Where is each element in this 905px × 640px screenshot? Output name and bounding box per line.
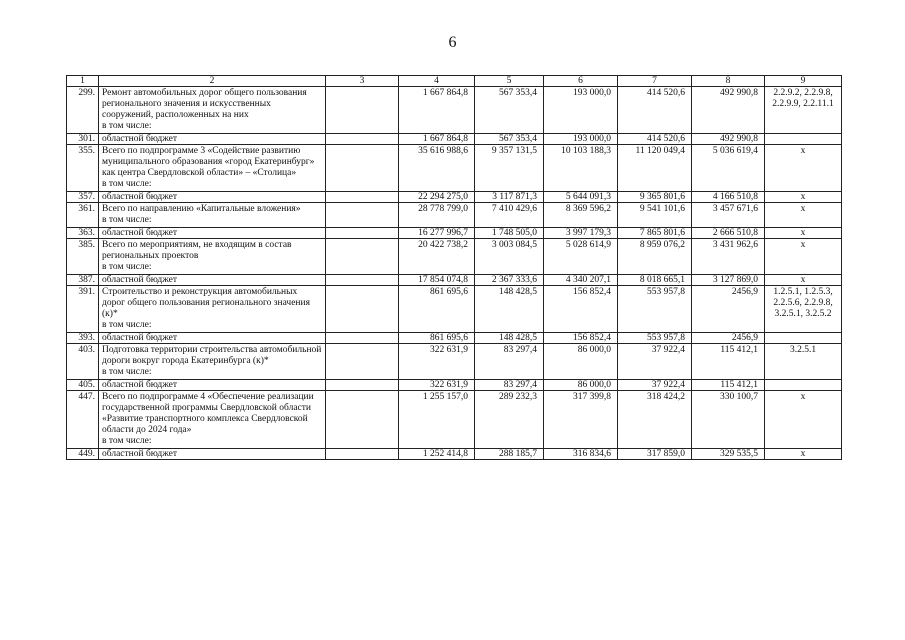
value-cell: 492 990,8 <box>692 134 765 145</box>
table-row <box>67 145 842 192</box>
row-name-cell <box>99 380 326 391</box>
value-cell: 288 185,7 <box>475 449 544 460</box>
row-name-cell <box>99 145 326 192</box>
value-cell: 7 410 429,6 <box>475 203 544 228</box>
row-name: областной бюджет <box>102 192 178 202</box>
target-code-cell: x <box>765 391 842 449</box>
table-row <box>67 333 842 344</box>
value-cell: 83 297,4 <box>475 380 544 391</box>
budget-table <box>66 75 842 460</box>
value-cell: 3 997 179,3 <box>544 228 618 239</box>
row-name: областной бюджет <box>102 449 178 459</box>
row-number-cell: 301. <box>67 134 99 145</box>
value-cell: 322 631,9 <box>399 344 475 380</box>
col3-cell <box>326 449 399 460</box>
table-row <box>67 87 842 134</box>
row-name: Всего по направлению «Капитальные вложения» <box>102 204 301 214</box>
value-cell: 9 365 801,6 <box>618 192 692 203</box>
header-cell: 7 <box>618 76 692 87</box>
value-cell: 5 036 619,4 <box>692 145 765 192</box>
value-cell: 2456,9 <box>692 333 765 344</box>
col3-cell <box>326 203 399 228</box>
value-cell: 1 255 157,0 <box>399 391 475 449</box>
table-row <box>67 203 842 228</box>
col3-cell <box>326 391 399 449</box>
row-number-cell: 387. <box>67 275 99 286</box>
row-name: областной бюджет <box>102 275 178 285</box>
value-cell: 1 252 414,8 <box>399 449 475 460</box>
header-cell: 6 <box>544 76 618 87</box>
row-name-cell <box>99 192 326 203</box>
header-cell: 8 <box>692 76 765 87</box>
row-number-cell: 393. <box>67 333 99 344</box>
target-code-cell: x <box>765 228 842 239</box>
row-name-cell <box>99 333 326 344</box>
row-name-cell <box>99 239 326 275</box>
table-row <box>67 449 842 460</box>
value-cell: 11 120 049,4 <box>618 145 692 192</box>
table-row <box>67 391 842 449</box>
value-cell: 17 854 074,8 <box>399 275 475 286</box>
table-row <box>67 344 842 380</box>
value-cell: 148 428,5 <box>475 286 544 333</box>
row-name: Всего по подпрограмме 3 «Содействие развитию муниципального образования «город Екатеринбург» как центра Свердловской области» – «Столица» <box>102 146 315 178</box>
row-sublabel: в том числе: <box>102 215 152 225</box>
table-row <box>67 228 842 239</box>
table-row <box>67 192 842 203</box>
table-row <box>67 275 842 286</box>
value-cell: 861 695,6 <box>399 286 475 333</box>
col3-cell <box>326 228 399 239</box>
row-name-cell <box>99 87 326 134</box>
row-name-cell <box>99 134 326 145</box>
col3-cell <box>326 286 399 333</box>
value-cell: 8 959 076,2 <box>618 239 692 275</box>
col3-cell <box>326 380 399 391</box>
row-name: областной бюджет <box>102 380 178 390</box>
row-name: Ремонт автомобильных дорог общего пользования регионального значения и искусственных сооружений, расположенных на них <box>102 88 307 120</box>
value-cell: 156 852,4 <box>544 286 618 333</box>
header-cell: 2 <box>99 76 326 87</box>
col3-cell <box>326 344 399 380</box>
target-code-cell: 3.2.5.1 <box>765 344 842 380</box>
value-cell: 9 541 101,6 <box>618 203 692 228</box>
value-cell: 86 000,0 <box>544 380 618 391</box>
target-code-cell: x <box>765 239 842 275</box>
header-cell: 5 <box>475 76 544 87</box>
row-name-cell <box>99 344 326 380</box>
value-cell: 193 000,0 <box>544 134 618 145</box>
row-name-cell <box>99 449 326 460</box>
row-name: Строительство и реконструкция автомобильных дорог общего пользования регионального значения (к)* <box>102 287 310 319</box>
row-number-cell: 449. <box>67 449 99 460</box>
value-cell: 5 028 614,9 <box>544 239 618 275</box>
value-cell: 37 922,4 <box>618 344 692 380</box>
target-code-cell <box>765 380 842 391</box>
row-number-cell: 403. <box>67 344 99 380</box>
target-code-cell: x <box>765 449 842 460</box>
row-name: областной бюджет <box>102 333 178 343</box>
header-cell: 9 <box>765 76 842 87</box>
col3-cell <box>326 134 399 145</box>
value-cell: 861 695,6 <box>399 333 475 344</box>
row-name-cell <box>99 275 326 286</box>
value-cell: 86 000,0 <box>544 344 618 380</box>
value-cell: 330 100,7 <box>692 391 765 449</box>
value-cell: 1 748 505,0 <box>475 228 544 239</box>
value-cell: 4 340 207,1 <box>544 275 618 286</box>
row-number-cell: 385. <box>67 239 99 275</box>
row-number-cell: 361. <box>67 203 99 228</box>
row-number-cell: 363. <box>67 228 99 239</box>
row-number-cell: 391. <box>67 286 99 333</box>
target-code-cell <box>765 333 842 344</box>
value-cell: 3 003 084,5 <box>475 239 544 275</box>
value-cell: 317 399,8 <box>544 391 618 449</box>
col3-cell <box>326 145 399 192</box>
target-code-cell <box>765 134 842 145</box>
value-cell: 3 431 962,6 <box>692 239 765 275</box>
row-number-cell: 447. <box>67 391 99 449</box>
col3-cell <box>326 192 399 203</box>
value-cell: 3 457 671,6 <box>692 203 765 228</box>
value-cell: 28 778 799,0 <box>399 203 475 228</box>
row-name: Всего по подпрограмме 4 «Обеспечение реализации государственной программы Свердловской области «Развитие транспортного комплекса Свердловской области до 2024 года» <box>102 392 314 435</box>
value-cell: 1 667 864,8 <box>399 134 475 145</box>
row-name-cell <box>99 228 326 239</box>
row-number-cell: 405. <box>67 380 99 391</box>
value-cell: 83 297,4 <box>475 344 544 380</box>
value-cell: 414 520,6 <box>618 87 692 134</box>
value-cell: 115 412,1 <box>692 344 765 380</box>
target-code-cell: 2.2.9.2, 2.2.9.8, 2.2.9.9, 2.2.11.1 <box>765 87 842 134</box>
value-cell: 2456,9 <box>692 286 765 333</box>
value-cell: 4 166 510,8 <box>692 192 765 203</box>
row-number-cell: 355. <box>67 145 99 192</box>
value-cell: 3 117 871,3 <box>475 192 544 203</box>
value-cell: 567 353,4 <box>475 87 544 134</box>
row-number-cell: 299. <box>67 87 99 134</box>
row-sublabel: в том числе: <box>102 121 152 131</box>
value-cell: 148 428,5 <box>475 333 544 344</box>
table-row <box>67 286 842 333</box>
value-cell: 322 631,9 <box>399 380 475 391</box>
col3-cell <box>326 275 399 286</box>
row-name: областной бюджет <box>102 134 178 144</box>
row-name-cell <box>99 391 326 449</box>
row-sublabel: в том числе: <box>102 262 152 272</box>
target-code-cell: 1.2.5.1, 1.2.5.3, 2.2.5.6, 2.2.9.8, 3.2.5.1, 3.2.5.2 <box>765 286 842 333</box>
col3-cell <box>326 239 399 275</box>
value-cell: 193 000,0 <box>544 87 618 134</box>
value-cell: 37 922,4 <box>618 380 692 391</box>
value-cell: 9 357 131,5 <box>475 145 544 192</box>
value-cell: 492 990,8 <box>692 87 765 134</box>
header-cell: 4 <box>399 76 475 87</box>
value-cell: 317 859,0 <box>618 449 692 460</box>
table-row <box>67 380 842 391</box>
value-cell: 16 277 996,7 <box>399 228 475 239</box>
row-name: Всего по мероприятиям, не входящим в состав региональных проектов <box>102 240 292 261</box>
row-name: Подготовка территории строительства автомобильной дороги вокруг города Екатеринбурга (к)* <box>102 345 322 366</box>
value-cell: 553 957,8 <box>618 286 692 333</box>
value-cell: 115 412,1 <box>692 380 765 391</box>
row-sublabel: в том числе: <box>102 367 152 377</box>
table-header-row <box>67 76 842 87</box>
value-cell: 10 103 188,3 <box>544 145 618 192</box>
value-cell: 2 367 333,6 <box>475 275 544 286</box>
value-cell: 318 424,2 <box>618 391 692 449</box>
col3-cell <box>326 333 399 344</box>
value-cell: 329 535,5 <box>692 449 765 460</box>
value-cell: 22 294 275,0 <box>399 192 475 203</box>
table-row <box>67 239 842 275</box>
row-name-cell <box>99 203 326 228</box>
row-sublabel: в том числе: <box>102 436 152 446</box>
col3-cell <box>326 87 399 134</box>
target-code-cell: x <box>765 192 842 203</box>
value-cell: 553 957,8 <box>618 333 692 344</box>
row-number-cell: 357. <box>67 192 99 203</box>
target-code-cell: x <box>765 275 842 286</box>
value-cell: 8 369 596,2 <box>544 203 618 228</box>
page-number: 6 <box>448 34 457 51</box>
row-name: областной бюджет <box>102 228 178 238</box>
value-cell: 8 018 665,1 <box>618 275 692 286</box>
value-cell: 156 852,4 <box>544 333 618 344</box>
row-sublabel: в том числе: <box>102 179 152 189</box>
value-cell: 20 422 738,2 <box>399 239 475 275</box>
value-cell: 5 644 091,3 <box>544 192 618 203</box>
value-cell: 7 865 801,6 <box>618 228 692 239</box>
value-cell: 35 616 988,6 <box>399 145 475 192</box>
target-code-cell: x <box>765 203 842 228</box>
value-cell: 3 127 869,0 <box>692 275 765 286</box>
value-cell: 567 353,4 <box>475 134 544 145</box>
value-cell: 289 232,3 <box>475 391 544 449</box>
value-cell: 316 834,6 <box>544 449 618 460</box>
header-cell: 3 <box>326 76 399 87</box>
target-code-cell: x <box>765 145 842 192</box>
row-sublabel: в том числе: <box>102 320 152 330</box>
value-cell: 2 666 510,8 <box>692 228 765 239</box>
table-row <box>67 134 842 145</box>
value-cell: 1 667 864,8 <box>399 87 475 134</box>
value-cell: 414 520,6 <box>618 134 692 145</box>
header-cell: 1 <box>67 76 99 87</box>
row-name-cell <box>99 286 326 333</box>
